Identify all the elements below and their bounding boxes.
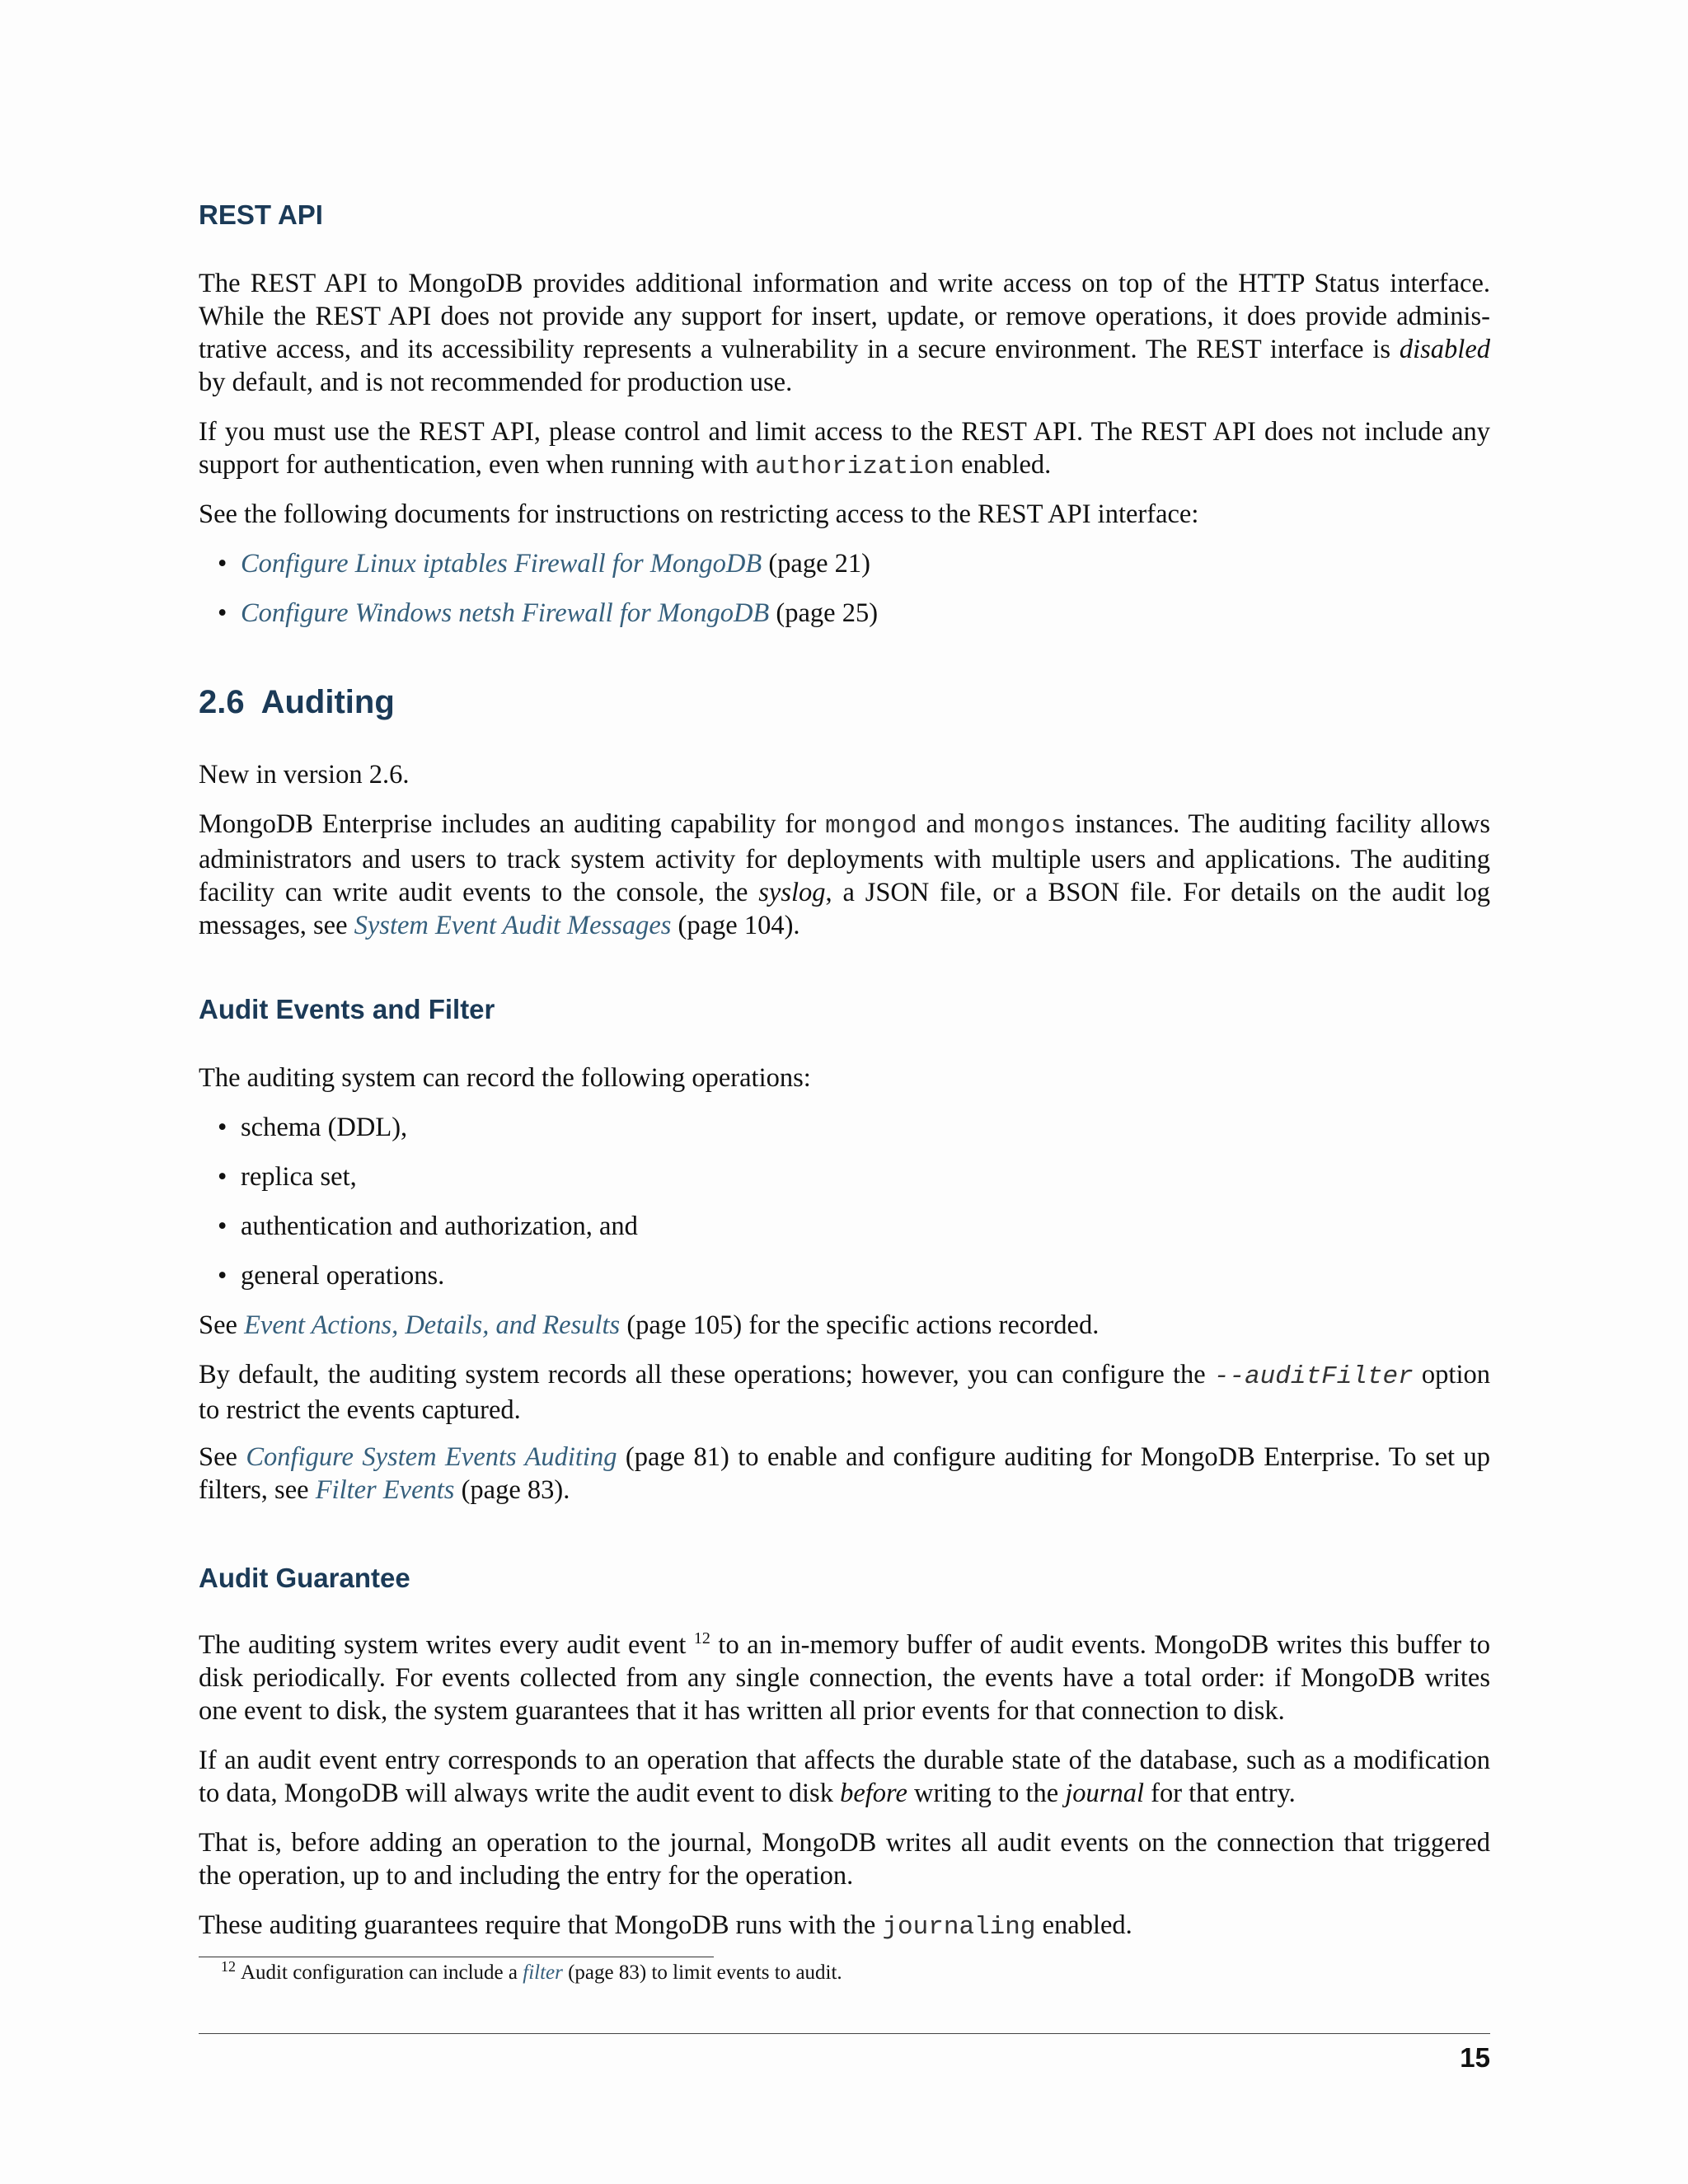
bullet-icon: • xyxy=(218,1162,227,1192)
audit-operations-list xyxy=(218,1111,638,1309)
bullet-icon: • xyxy=(218,1113,227,1142)
link-footnote-filter[interactable]: filter xyxy=(523,1961,563,1984)
footer-divider xyxy=(199,2033,1490,2034)
code-mongod: mongod xyxy=(825,812,917,841)
audit-guarantee-paragraph-3: That is, before adding an operation to the journal, MongoDB writes all audit events on the connection that triggered the operation, up to and including the entry for the operation. xyxy=(199,1828,1490,1891)
rest-api-paragraph-1: The REST API to MongoDB provides additional information and write access on top of the HTTP Status interface. While the REST API does not provide any support for insert, update, or remove operations, it does provide adminis- trative access, and its accessibility represents a vulnerability in a secure environment. The REST interface is disabled by default, and is not recommended for production use. xyxy=(199,269,1490,397)
bullet-icon: • xyxy=(218,549,227,579)
bullet-icon: • xyxy=(218,598,227,628)
auditing-new-in-version: New in version 2.6. xyxy=(199,760,410,790)
footnote-reference[interactable]: 12 xyxy=(693,1629,710,1648)
list-item: • schema (DDL), xyxy=(218,1113,408,1142)
footnote: $^{12}$ Audit configuration can include a filter (page 83) to limit events to audit. xyxy=(221,1957,842,1984)
list-item: • Configure Windows netsh Firewall for MongoDB (page 25) xyxy=(218,598,879,628)
link-configure-windows-netsh[interactable]: Configure Windows netsh Firewall for MongoDB xyxy=(241,598,770,628)
link-configure-system-events-auditing[interactable]: Configure System Events Auditing xyxy=(246,1442,617,1472)
rest-api-link-list xyxy=(218,547,879,646)
link-system-event-audit-messages[interactable]: System Event Audit Messages xyxy=(354,911,672,940)
section-heading-rest-api: REST API xyxy=(199,199,323,230)
code-mongos: mongos xyxy=(973,812,1067,841)
bullet-icon: • xyxy=(218,1261,227,1291)
audit-guarantee-paragraph-1: The auditing system writes every audit event $^{12}$ to an in-memory buffer of audit events. MongoDB writes this buffer to disk periodically. For events collected from any single connection, the events have a total order: if MongoDB writes one event to disk, the system guarantees that it has written all prior events for that connection to disk. xyxy=(199,1629,1490,1726)
audit-events-see-configure: See Configure System Events Auditing (page 81) to enable and configure auditing for MongoDB Enterprise. To set up filters, see Filter Events (page 83). xyxy=(199,1442,1490,1505)
code-authorization: authorization xyxy=(755,452,954,481)
rest-api-paragraph-3: See the following documents for instructions on restricting access to the REST API interface: xyxy=(199,499,1199,529)
section-heading-audit-events: Audit Events and Filter xyxy=(199,994,495,1024)
audit-events-intro: The auditing system can record the following operations: xyxy=(199,1063,811,1093)
audit-events-default: By default, the auditing system records all these operations; however, you can configure the --auditFilter option to restrict the events captured. xyxy=(199,1360,1490,1425)
bullet-icon: • xyxy=(218,1212,227,1241)
list-item: • authentication and authorization, and xyxy=(218,1212,638,1241)
list-item: • general operations. xyxy=(218,1261,445,1291)
section-heading-auditing: 2.6 Auditing xyxy=(199,684,395,720)
link-filter-events[interactable]: Filter Events xyxy=(315,1475,455,1505)
audit-guarantee-paragraph-4: These auditing guarantees require that MongoDB runs with the journaling enabled. xyxy=(199,1910,1132,1942)
link-event-actions-details-results[interactable]: Event Actions, Details, and Results xyxy=(244,1310,621,1340)
audit-guarantee-paragraph-2: If an audit event entry corresponds to an operation that affects the durable state of the database, such as a modification to data, MongoDB will always write the audit event to disk before writing to the journal for that entry. xyxy=(199,1746,1490,1808)
rest-api-paragraph-2: If you must use the REST API, please control and limit access to the REST API. The REST API does not include any support for authentication, even when running with authorization enabled. xyxy=(199,417,1490,481)
page-number: 15 xyxy=(1460,2042,1490,2073)
link-configure-linux-iptables[interactable]: Configure Linux iptables Firewall for MongoDB xyxy=(241,549,762,579)
list-item: • replica set, xyxy=(218,1162,357,1192)
auditing-paragraph-1: MongoDB Enterprise includes an auditing capability for mongod and mongos instances. The auditing facility allows administrators and users to track system activity for deployments with multiple users and applications. The auditing facility can write audit events to the console, the syslog, a JSON file, or a BSON file. For details on the audit log messages, see System Event Audit Messages (page 104). xyxy=(199,809,1490,940)
code-journaling: journaling xyxy=(882,1913,1036,1942)
list-item: • Configure Linux iptables Firewall for MongoDB (page 21) xyxy=(218,549,870,579)
audit-events-see-actions: See Event Actions, Details, and Results (page 105) for the specific actions recorded. xyxy=(199,1310,1100,1340)
section-heading-audit-guarantee: Audit Guarantee xyxy=(199,1563,410,1593)
code-audit-filter-option: --auditFilter xyxy=(1213,1362,1414,1391)
footnote-number: 12 xyxy=(221,1957,236,1975)
